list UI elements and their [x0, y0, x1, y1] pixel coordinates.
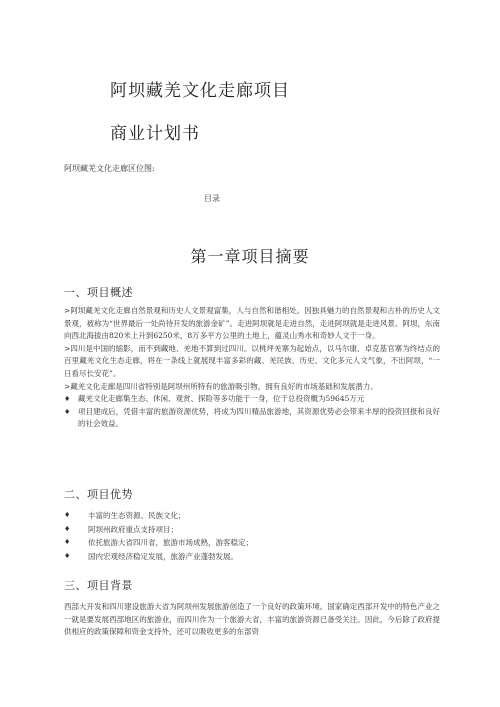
list-item: ♦ 阿坝州政府重点支持项目； — [64, 523, 440, 537]
overview-paragraph: >藏羌文化走廊是四川省特别是阿坝州所特有的旅游吸引物，拥有良好的市场基础和发展潜力。 — [64, 381, 378, 391]
map-caption: 阿坝藏羌文化走廊区位图: — [64, 164, 155, 173]
overview-body — [64, 305, 440, 431]
diamond-bullet-icon: ♦ — [64, 511, 71, 519]
list-item: ♦ 藏羌文化走廊集生态、休闲、观赏、探险等多功能于一身，位于总投资概为59645万元 — [64, 393, 440, 406]
list-item: ♦ 依托旅游大省四川省，旅游市场成熟，游客稳定； — [64, 536, 440, 550]
diamond-bullet-icon: ♦ — [64, 524, 71, 533]
list-item: ♦ 丰富的生态资源、民族文化； — [64, 509, 440, 523]
diamond-bullet-icon: ♦ — [64, 407, 71, 416]
doc-title: 阿坝藏羌文化走廊项目 — [110, 81, 290, 101]
section-heading-background: 三、项目背景 — [64, 579, 133, 592]
diamond-bullet-icon: ♦ — [64, 551, 71, 560]
background-body — [64, 601, 440, 639]
list-item: ♦ 项目建成后，凭借丰富的旅游资源优势，将成为四川精品旅游地，其资源优势必会带来丰厚的投资回报和良好的社会效益。 — [64, 406, 440, 431]
list-item: ♦ 国内宏观经济稳定发展，旅游产业蓬勃发展。 — [64, 550, 440, 564]
doc-subtitle: 商业计划书 — [110, 124, 200, 144]
overview-paragraph: >阿坝藏羌文化走廊自然景观和历史人文景观富集，人与自然和谐相处。因独具魅力的自然景观和古朴的历史人文景观，被称为“世界最后一处尚待开发的旅游金矿”。走进阿坝就是走进自然，走进阿坝就是走进风景。阿坝，东南向西北海拔由820米上升到6250米，8万多平方公里的土地上，蕴灵山秀水和奇妙人文于一身。 — [64, 306, 440, 341]
toc-label: 目录 — [204, 194, 220, 203]
diamond-bullet-icon: ♦ — [64, 395, 71, 404]
overview-paragraph: >四川是中国的缩影，而不到藏地、羌地不算到过四川。以桃坪羌寨为起始点，以马尔康、卓克基官寨为终结点的百里藏羌文化生态走廊，将在一条线上就展现丰富多彩的藏、羌民族、历史、文化多元人文气象，不出阿坝，“一日看尽长安花”。 — [64, 343, 440, 378]
section-heading-overview: 一、项目概述 — [64, 286, 133, 299]
background-paragraph: 西部大开发和四川建设旅游大省为阿坝州发展旅游创造了一个良好的政策环境。国家确定西部开发中的特色产业之一就是要发展西部地区的旅游业，而四川作为一个旅游大省，丰富的旅游资源已备受关注。因此，今后除了政府提供相应的政策保障和资金支持外，还可以吸收更多的东部资 — [64, 602, 440, 637]
diamond-bullet-icon: ♦ — [64, 538, 71, 546]
advantages-list — [64, 509, 440, 563]
chapter-title: 第一章项目摘要 — [190, 247, 310, 266]
section-heading-advantages: 二、项目优势 — [64, 488, 133, 501]
